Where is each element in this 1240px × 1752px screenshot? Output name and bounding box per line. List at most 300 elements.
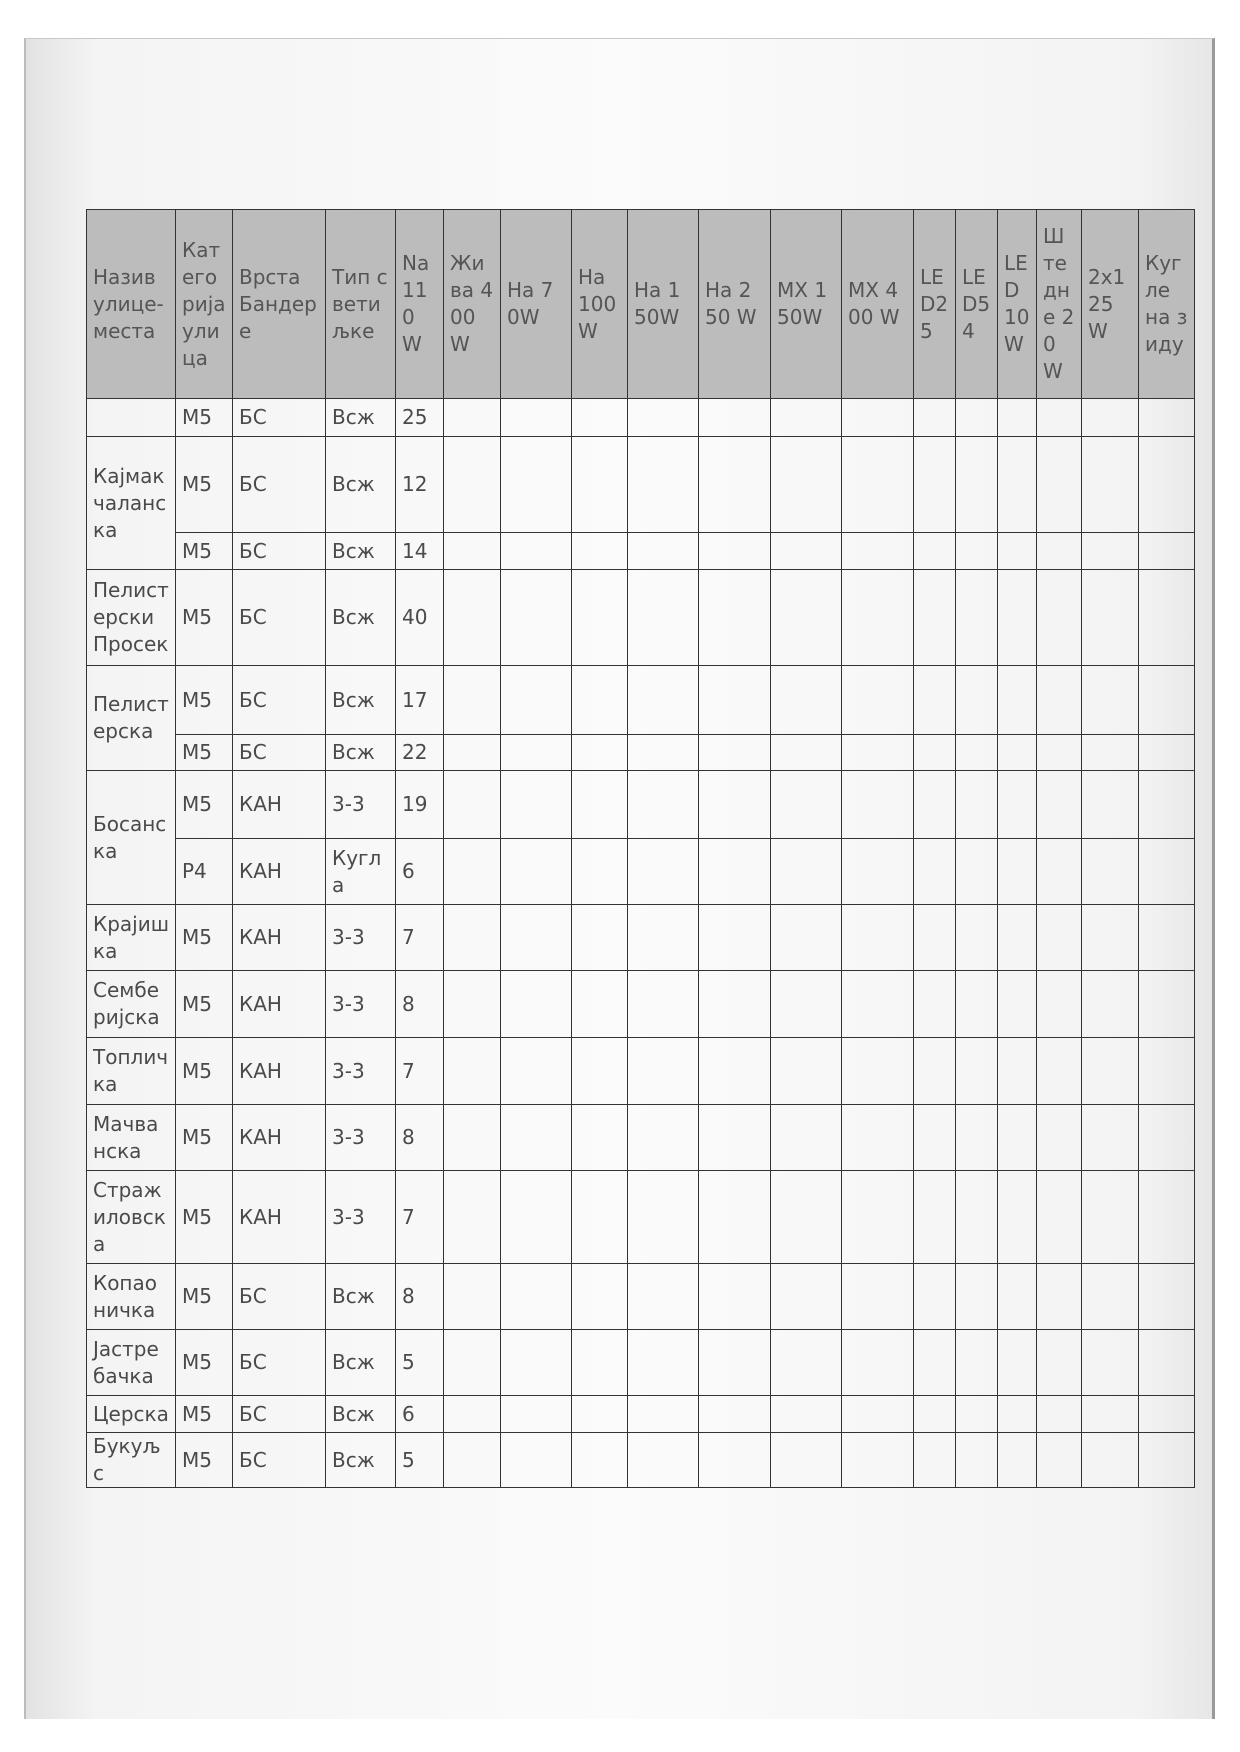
cat-cell: P4	[176, 839, 233, 905]
street-name-cell: Крајишка	[87, 905, 176, 971]
pole-cell: БС	[233, 437, 326, 533]
empty-cell	[842, 1038, 914, 1105]
empty-cell	[572, 771, 628, 839]
empty-cell	[628, 437, 699, 533]
table-row	[87, 1038, 1195, 1105]
empty-cell	[501, 399, 572, 437]
empty-cell	[1037, 839, 1082, 905]
empty-cell	[628, 839, 699, 905]
cat-cell: M5	[176, 771, 233, 839]
cat-cell: M5	[176, 570, 233, 666]
empty-cell	[444, 905, 501, 971]
street-name-cell: Церска	[87, 1396, 176, 1433]
empty-cell	[1037, 533, 1082, 570]
type-cell: Всж	[326, 533, 396, 570]
na110-cell: 8	[396, 1105, 444, 1171]
empty-cell	[842, 735, 914, 771]
column-header: Категорија улица	[176, 210, 233, 399]
type-cell: Всж	[326, 437, 396, 533]
empty-cell	[998, 1330, 1037, 1396]
empty-cell	[956, 437, 998, 533]
empty-cell	[956, 570, 998, 666]
empty-cell	[1037, 1264, 1082, 1330]
empty-cell	[914, 771, 956, 839]
empty-cell	[1037, 570, 1082, 666]
table-row	[87, 437, 1195, 533]
pole-cell: КАН	[233, 839, 326, 905]
empty-cell	[699, 1433, 771, 1488]
empty-cell	[628, 399, 699, 437]
pole-cell: КАН	[233, 1171, 326, 1264]
street-name-cell: Букуљс	[87, 1433, 176, 1488]
empty-cell	[444, 735, 501, 771]
table-row	[87, 1396, 1195, 1433]
empty-cell	[572, 839, 628, 905]
empty-cell	[1037, 1396, 1082, 1433]
column-header: MX 150W	[771, 210, 842, 399]
empty-cell	[998, 1264, 1037, 1330]
empty-cell	[998, 771, 1037, 839]
empty-cell	[914, 437, 956, 533]
na110-cell: 40	[396, 570, 444, 666]
empty-cell	[956, 1264, 998, 1330]
empty-cell	[1139, 1433, 1195, 1488]
empty-cell	[771, 437, 842, 533]
empty-cell	[914, 1330, 956, 1396]
empty-cell	[998, 666, 1037, 735]
empty-cell	[956, 399, 998, 437]
type-cell: Всж	[326, 570, 396, 666]
empty-cell	[998, 735, 1037, 771]
empty-cell	[572, 1038, 628, 1105]
pole-cell: КАН	[233, 971, 326, 1038]
empty-cell	[572, 1264, 628, 1330]
empty-cell	[1139, 839, 1195, 905]
empty-cell	[842, 570, 914, 666]
empty-cell	[444, 1105, 501, 1171]
empty-cell	[914, 399, 956, 437]
empty-cell	[444, 1330, 501, 1396]
empty-cell	[771, 1038, 842, 1105]
empty-cell	[771, 1264, 842, 1330]
empty-cell	[699, 1330, 771, 1396]
empty-cell	[444, 1038, 501, 1105]
empty-cell	[914, 971, 956, 1038]
empty-cell	[914, 1433, 956, 1488]
empty-cell	[914, 735, 956, 771]
empty-cell	[1082, 570, 1139, 666]
na110-cell: 5	[396, 1433, 444, 1488]
table-row	[87, 1330, 1195, 1396]
empty-cell	[842, 771, 914, 839]
empty-cell	[998, 839, 1037, 905]
table-row	[87, 839, 1195, 905]
empty-cell	[1037, 1105, 1082, 1171]
na110-cell: 8	[396, 1264, 444, 1330]
empty-cell	[628, 1396, 699, 1433]
column-header: На 250 W	[699, 210, 771, 399]
empty-cell	[771, 1330, 842, 1396]
empty-cell	[444, 1396, 501, 1433]
street-name-cell: Сембериjска	[87, 971, 176, 1038]
empty-cell	[956, 666, 998, 735]
empty-cell	[956, 1330, 998, 1396]
empty-cell	[628, 1330, 699, 1396]
column-header: Тип светиљке	[326, 210, 396, 399]
pole-cell: БС	[233, 1396, 326, 1433]
empty-cell	[842, 533, 914, 570]
pole-cell: БС	[233, 1330, 326, 1396]
empty-cell	[998, 1433, 1037, 1488]
table-row	[87, 971, 1195, 1038]
empty-cell	[1139, 570, 1195, 666]
empty-cell	[1139, 971, 1195, 1038]
empty-cell	[956, 533, 998, 570]
pole-cell: БС	[233, 735, 326, 771]
street-name-cell: Јастребачка	[87, 1330, 176, 1396]
empty-cell	[842, 399, 914, 437]
table-row	[87, 570, 1195, 666]
cat-cell: M5	[176, 666, 233, 735]
table-row	[87, 666, 1195, 735]
cat-cell: M5	[176, 1105, 233, 1171]
type-cell: Всж	[326, 735, 396, 771]
empty-cell	[914, 666, 956, 735]
na110-cell: 6	[396, 1396, 444, 1433]
empty-cell	[1139, 905, 1195, 971]
cat-cell: M5	[176, 1433, 233, 1488]
na110-cell: 5	[396, 1330, 444, 1396]
table-row	[87, 771, 1195, 839]
empty-cell	[501, 1330, 572, 1396]
empty-cell	[501, 1171, 572, 1264]
empty-cell	[628, 570, 699, 666]
empty-cell	[501, 1105, 572, 1171]
type-cell: Всж	[326, 1264, 396, 1330]
empty-cell	[572, 570, 628, 666]
empty-cell	[1082, 399, 1139, 437]
street-name-cell: Стражиловска	[87, 1171, 176, 1264]
empty-cell	[501, 971, 572, 1038]
empty-cell	[842, 1396, 914, 1433]
na110-cell: 6	[396, 839, 444, 905]
empty-cell	[842, 1330, 914, 1396]
empty-cell	[501, 1264, 572, 1330]
empty-cell	[444, 437, 501, 533]
empty-cell	[1082, 1396, 1139, 1433]
column-header: LED2 5	[914, 210, 956, 399]
type-cell: 3-3	[326, 771, 396, 839]
empty-cell	[1037, 1433, 1082, 1488]
empty-cell	[628, 1433, 699, 1488]
na110-cell: 17	[396, 666, 444, 735]
empty-cell	[628, 971, 699, 1038]
empty-cell	[444, 839, 501, 905]
empty-cell	[699, 666, 771, 735]
empty-cell	[956, 1038, 998, 1105]
empty-cell	[572, 1433, 628, 1488]
empty-cell	[771, 666, 842, 735]
column-header: LED5 4	[956, 210, 998, 399]
table-row	[87, 533, 1195, 570]
empty-cell	[1082, 1171, 1139, 1264]
empty-cell	[1037, 771, 1082, 839]
pole-cell: КАН	[233, 771, 326, 839]
na110-cell: 19	[396, 771, 444, 839]
empty-cell	[1139, 735, 1195, 771]
empty-cell	[842, 437, 914, 533]
empty-cell	[699, 1038, 771, 1105]
empty-cell	[1037, 971, 1082, 1038]
empty-cell	[998, 1038, 1037, 1105]
empty-cell	[771, 971, 842, 1038]
empty-cell	[444, 1264, 501, 1330]
cat-cell: M5	[176, 399, 233, 437]
empty-cell	[1139, 1264, 1195, 1330]
empty-cell	[998, 399, 1037, 437]
cat-cell: M5	[176, 1330, 233, 1396]
empty-cell	[1082, 1105, 1139, 1171]
empty-cell	[1139, 1171, 1195, 1264]
empty-cell	[1139, 533, 1195, 570]
empty-cell	[572, 666, 628, 735]
column-header: 2x125 W	[1082, 210, 1139, 399]
empty-cell	[501, 735, 572, 771]
empty-cell	[914, 1105, 956, 1171]
empty-cell	[628, 905, 699, 971]
empty-cell	[699, 1264, 771, 1330]
street-name-cell: Босанска	[87, 771, 176, 905]
header-row	[87, 210, 1195, 399]
table-row	[87, 1105, 1195, 1171]
empty-cell	[1082, 771, 1139, 839]
empty-cell	[1037, 1171, 1082, 1264]
empty-cell	[699, 437, 771, 533]
empty-cell	[628, 1264, 699, 1330]
street-name-cell: Пелистерска	[87, 666, 176, 771]
empty-cell	[1037, 1330, 1082, 1396]
empty-cell	[842, 1105, 914, 1171]
empty-cell	[771, 1105, 842, 1171]
empty-cell	[501, 570, 572, 666]
column-header: Na 110 W	[396, 210, 444, 399]
street-lighting-table	[86, 209, 1195, 1488]
empty-cell	[1139, 1330, 1195, 1396]
empty-cell	[1037, 1038, 1082, 1105]
empty-cell	[1139, 437, 1195, 533]
empty-cell	[771, 771, 842, 839]
empty-cell	[501, 1396, 572, 1433]
empty-cell	[842, 666, 914, 735]
empty-cell	[572, 1105, 628, 1171]
empty-cell	[501, 771, 572, 839]
empty-cell	[956, 971, 998, 1038]
empty-cell	[628, 1171, 699, 1264]
cat-cell: M5	[176, 1038, 233, 1105]
empty-cell	[1082, 1330, 1139, 1396]
empty-cell	[1037, 735, 1082, 771]
empty-cell	[444, 971, 501, 1038]
empty-cell	[771, 1171, 842, 1264]
na110-cell: 22	[396, 735, 444, 771]
cat-cell: M5	[176, 735, 233, 771]
empty-cell	[501, 666, 572, 735]
empty-cell	[998, 533, 1037, 570]
empty-cell	[914, 570, 956, 666]
empty-cell	[501, 1038, 572, 1105]
empty-cell	[444, 666, 501, 735]
table-row	[87, 905, 1195, 971]
empty-cell	[444, 570, 501, 666]
empty-cell	[771, 1396, 842, 1433]
column-header: На 150W	[628, 210, 699, 399]
empty-cell	[771, 735, 842, 771]
empty-cell	[1082, 839, 1139, 905]
empty-cell	[628, 735, 699, 771]
empty-cell	[699, 1171, 771, 1264]
empty-cell	[1037, 399, 1082, 437]
empty-cell	[1082, 1433, 1139, 1488]
empty-cell	[699, 839, 771, 905]
empty-cell	[699, 905, 771, 971]
empty-cell	[914, 1038, 956, 1105]
pole-cell: БС	[233, 399, 326, 437]
empty-cell	[1082, 905, 1139, 971]
empty-cell	[914, 533, 956, 570]
empty-cell	[914, 1264, 956, 1330]
type-cell: 3-3	[326, 1105, 396, 1171]
empty-cell	[914, 1396, 956, 1433]
empty-cell	[956, 839, 998, 905]
empty-cell	[1082, 533, 1139, 570]
empty-cell	[444, 533, 501, 570]
empty-cell	[572, 1330, 628, 1396]
table-row	[87, 735, 1195, 771]
cat-cell: M5	[176, 1396, 233, 1433]
empty-cell	[998, 971, 1037, 1038]
empty-cell	[998, 437, 1037, 533]
empty-cell	[1082, 666, 1139, 735]
empty-cell	[572, 971, 628, 1038]
empty-cell	[771, 570, 842, 666]
type-cell: 3-3	[326, 1038, 396, 1105]
empty-cell	[771, 905, 842, 971]
empty-cell	[956, 1433, 998, 1488]
type-cell: Всж	[326, 1433, 396, 1488]
type-cell: Кугла	[326, 839, 396, 905]
empty-cell	[1139, 1105, 1195, 1171]
type-cell: 3-3	[326, 1171, 396, 1264]
column-header: На 100 W	[572, 210, 628, 399]
empty-cell	[1037, 666, 1082, 735]
empty-cell	[699, 1396, 771, 1433]
column-header: LED 10 W	[998, 210, 1037, 399]
empty-cell	[1082, 735, 1139, 771]
empty-cell	[628, 666, 699, 735]
empty-cell	[914, 1171, 956, 1264]
empty-cell	[444, 399, 501, 437]
empty-cell	[444, 1171, 501, 1264]
empty-cell	[1082, 971, 1139, 1038]
empty-cell	[1139, 666, 1195, 735]
pole-cell: КАН	[233, 1105, 326, 1171]
empty-cell	[842, 1433, 914, 1488]
column-header: На 70W	[501, 210, 572, 399]
cat-cell: M5	[176, 1171, 233, 1264]
pole-cell: БС	[233, 533, 326, 570]
empty-cell	[699, 735, 771, 771]
empty-cell	[501, 1433, 572, 1488]
table-row	[87, 1433, 1195, 1488]
street-name-cell: Пелистерски Просек	[87, 570, 176, 666]
empty-cell	[1139, 1038, 1195, 1105]
empty-cell	[842, 905, 914, 971]
empty-cell	[572, 905, 628, 971]
empty-cell	[444, 771, 501, 839]
empty-cell	[699, 570, 771, 666]
empty-cell	[572, 399, 628, 437]
empty-cell	[572, 1396, 628, 1433]
type-cell: Всж	[326, 1330, 396, 1396]
na110-cell: 7	[396, 1038, 444, 1105]
column-header: Назив улице-места	[87, 210, 176, 399]
empty-cell	[998, 905, 1037, 971]
pole-cell: БС	[233, 570, 326, 666]
empty-cell	[1082, 437, 1139, 533]
street-name-cell: Топличка	[87, 1038, 176, 1105]
na110-cell: 7	[396, 1171, 444, 1264]
empty-cell	[1082, 1038, 1139, 1105]
empty-cell	[956, 1105, 998, 1171]
empty-cell	[628, 1105, 699, 1171]
empty-cell	[501, 905, 572, 971]
empty-cell	[628, 771, 699, 839]
empty-cell	[914, 839, 956, 905]
empty-cell	[771, 1433, 842, 1488]
empty-cell	[998, 570, 1037, 666]
empty-cell	[1037, 437, 1082, 533]
empty-cell	[501, 437, 572, 533]
empty-cell	[842, 1171, 914, 1264]
na110-cell: 7	[396, 905, 444, 971]
empty-cell	[956, 735, 998, 771]
street-name-cell: Мачванска	[87, 1105, 176, 1171]
empty-cell	[998, 1171, 1037, 1264]
cat-cell: M5	[176, 905, 233, 971]
empty-cell	[1037, 905, 1082, 971]
pole-cell: БС	[233, 1264, 326, 1330]
empty-cell	[1082, 1264, 1139, 1330]
column-header: Штедне 20 W	[1037, 210, 1082, 399]
empty-cell	[842, 971, 914, 1038]
table-row	[87, 1264, 1195, 1330]
empty-cell	[998, 1396, 1037, 1433]
empty-cell	[699, 399, 771, 437]
type-cell: Всж	[326, 666, 396, 735]
type-cell: 3-3	[326, 971, 396, 1038]
empty-cell	[842, 1264, 914, 1330]
cat-cell: M5	[176, 1264, 233, 1330]
column-header: Врста Бандере	[233, 210, 326, 399]
empty-cell	[771, 839, 842, 905]
column-header: Жива 400 W	[444, 210, 501, 399]
type-cell: 3-3	[326, 905, 396, 971]
empty-cell	[842, 839, 914, 905]
cat-cell: M5	[176, 437, 233, 533]
empty-cell	[699, 771, 771, 839]
type-cell: Всж	[326, 399, 396, 437]
column-header: MX 400 W	[842, 210, 914, 399]
